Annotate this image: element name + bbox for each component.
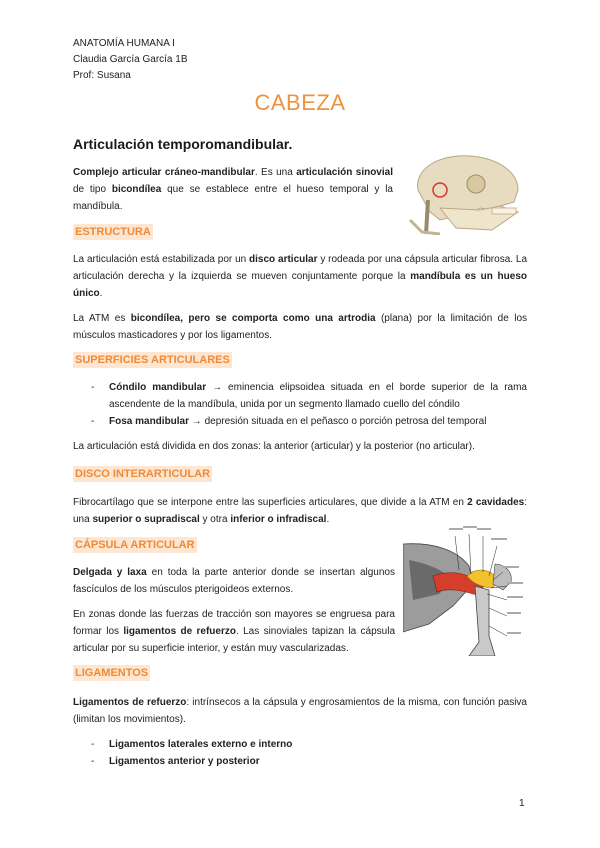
estructura-p2-text-1: La ATM es — [73, 313, 131, 324]
list-item — [91, 753, 527, 770]
estructura-p2-bold-1: bicondílea, pero se comporta como una artrodia — [130, 313, 376, 324]
disco-bold-1: 2 cavidades — [467, 497, 525, 508]
list-item-bold: Ligamentos anterior y posterior — [109, 756, 260, 767]
capsula-p2-text-1: En zonas donde las fuerzas de tracción son mayores se engruesa para formar los — [73, 609, 395, 637]
intro-bold-2: articulación sinovial — [296, 167, 393, 178]
ligamentos-bold-1: Ligamentos de refuerzo — [73, 697, 187, 708]
intro-bold-3: bicondílea — [111, 184, 162, 195]
disco-bold-3: inferior o infradiscal — [230, 514, 327, 525]
intro-text-2: de tipo — [73, 184, 112, 195]
list-item — [91, 736, 527, 753]
intro-paragraph — [73, 164, 393, 215]
disco-text-1: Fibrocartílago que se interpone entre las superficies articulares, que divide a la ATM en — [73, 497, 468, 508]
header-professor: Prof: Susana — [73, 70, 131, 81]
capsula-p1-bold-1: Delgada y laxa — [73, 567, 147, 578]
disco-bold-2: superior o supradiscal — [92, 514, 200, 525]
list-marker: - — [91, 739, 95, 750]
estructura-p1-bold-1: disco articular — [249, 254, 318, 265]
capsula-p1-text-1: en toda la parte anterior donde se insertan algunos fascículos de los músculos pterigoideos externos. — [73, 567, 395, 595]
list-item — [91, 413, 527, 430]
estructura-p1-text-1: La articulación está estabilizada por un — [73, 254, 250, 265]
list-marker: - — [91, 416, 95, 427]
tmj-anatomy-illustration — [403, 524, 527, 656]
list-item-bold: Ligamentos laterales externo e interno — [109, 739, 293, 750]
page-number: 1 — [519, 798, 525, 809]
superficies-list — [91, 379, 527, 430]
intro-text-1: . Es una — [254, 167, 297, 178]
estructura-paragraph-1 — [73, 251, 527, 302]
ligamentos-list — [91, 736, 527, 770]
intro-bold-1: Complejo articular cráneo-mandibular — [73, 167, 255, 178]
estructura-p1-text-2: y rodeada por una cápsula articular fibrosa. La articulación derecha y la izquierda se mueven conjuntamente porque la — [73, 254, 528, 282]
estructura-paragraph-2 — [73, 310, 527, 344]
estructura-p1-text-3: . — [99, 288, 103, 299]
intro-text-3: que se establece entre el hueso temporal y la mandíbula. — [73, 184, 393, 212]
section-subtitle: Articulación temporomandibular. — [73, 136, 293, 152]
capsula-paragraph-1 — [73, 564, 395, 598]
list-item-text: → eminencia elipsoidea situada en el borde superior de la rama ascendente de la mandíbula, unida por un segmento llamado cuello del cóndilo — [109, 382, 527, 410]
list-item-bold: Fosa mandibular — [109, 416, 190, 427]
heading-superficies: SUPERFICIES ARTICULARES — [75, 354, 230, 366]
estructura-p2-text-2: (plana) por la limitación de los músculos masticadores y por los ligamentos. — [73, 313, 528, 341]
ligamentos-text-1: : intrínsecos a la cápsula y engrosamientos de la misma, con función pasiva (limitan los movimientos). — [73, 697, 527, 725]
estructura-p1-bold-2: mandíbula es un hueso único — [73, 271, 527, 299]
disco-paragraph — [73, 494, 527, 528]
capsula-p2-bold-1: ligamentos de refuerzo — [123, 626, 236, 637]
heading-ligamentos: LIGAMENTOS — [75, 667, 149, 679]
list-marker: - — [91, 756, 95, 767]
heading-disco: DISCO INTERARTICULAR — [75, 468, 211, 480]
header-author: Claudia García García 1B — [73, 54, 188, 65]
skull-illustration — [400, 150, 530, 235]
ligamentos-paragraph — [73, 694, 527, 728]
disco-text-4: . — [326, 514, 330, 525]
list-item-bold: Cóndilo mandibular — [109, 382, 207, 393]
list-item-text: → depresión situada en el peñasco o porción petrosa del temporal — [189, 416, 487, 427]
page-title: CABEZA — [254, 90, 346, 115]
list-marker: - — [91, 382, 95, 393]
heading-capsula: CÁPSULA ARTICULAR — [75, 539, 195, 551]
list-item — [91, 379, 527, 413]
header-course: ANATOMÍA HUMANA I — [73, 38, 175, 49]
disco-text-2: : una — [73, 497, 527, 525]
disco-text-3: y otra — [199, 514, 231, 525]
heading-estructura: ESTRUCTURA — [75, 226, 151, 238]
capsula-p2-text-2: . Las sinoviales tapizan la cápsula articular por su superficie interior, y están muy vascularizadas. — [73, 626, 396, 654]
superficies-paragraph: La articulación está dividida en dos zonas: la anterior (articular) y la posterior (no articular). — [73, 441, 475, 452]
capsula-paragraph-2 — [73, 606, 395, 657]
